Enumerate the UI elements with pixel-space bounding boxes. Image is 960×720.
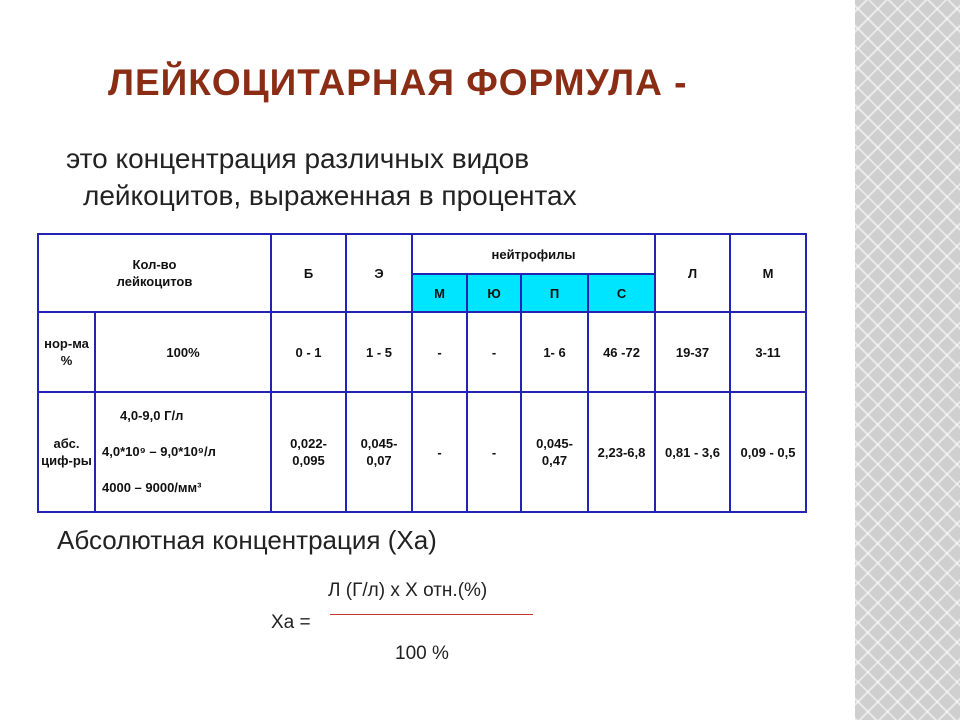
definition-line-1: это концентрация различных видов: [66, 143, 530, 174]
leukocyte-formula-table: [37, 233, 807, 513]
formula-lhs: Ха =: [271, 612, 311, 633]
decorative-side-band: [855, 0, 960, 720]
definition-line-2: лейкоцитов, выраженная в процентах: [83, 180, 577, 211]
norm-band-neutrophils: 1- 6: [521, 312, 588, 392]
formula-denominator: 100 %: [395, 643, 449, 664]
abs-basophils: 0,022-0,095: [271, 392, 346, 512]
header-neutrophils: нейтрофилы: [412, 234, 655, 274]
header-eosinophils: Э: [346, 234, 412, 312]
norm-monocytes: 3-11: [730, 312, 806, 392]
abs-eosinophils: 0,045-0,07: [346, 392, 412, 512]
abs-row-label: абс. циф-ры: [38, 392, 95, 512]
header-lymphocytes: Л: [655, 234, 730, 312]
abs-metamyelocytes: -: [467, 392, 521, 512]
absolute-row: [38, 392, 806, 512]
norm-segmented-neutrophils: 46 -72: [588, 312, 655, 392]
fraction-line: [330, 614, 533, 615]
abs-total-line-1: 4,0-9,0 Г/л: [120, 408, 184, 423]
abs-monocytes: 0,09 - 0,5: [730, 392, 806, 512]
header-basophils: Б: [271, 234, 346, 312]
abs-band-neutrophils: 0,045-0,47: [521, 392, 588, 512]
norm-row-total: 100%: [95, 312, 271, 392]
absolute-concentration-label: Абсолютная концентрация (Ха): [57, 525, 437, 555]
header-myelocytes: М: [412, 274, 467, 312]
header-count-cell: [38, 234, 271, 312]
norm-metamyelocytes: -: [467, 312, 521, 392]
abs-myelocytes: -: [412, 392, 467, 512]
abs-segmented-neutrophils: 2,23-6,8: [588, 392, 655, 512]
abs-row-total: [95, 392, 271, 512]
norm-row-label: нор-ма %: [38, 312, 95, 392]
abs-lymphocytes: 0,81 - 3,6: [655, 392, 730, 512]
header-segmented-neutrophils: С: [588, 274, 655, 312]
header-monocytes: М: [730, 234, 806, 312]
abs-total-line-3: 4000 – 9000/мм³: [102, 480, 202, 495]
header-count-label-2: лейкоцитов: [116, 274, 193, 289]
definition-text: [66, 140, 577, 214]
header-band-neutrophils: П: [521, 274, 588, 312]
header-metamyelocytes: Ю: [467, 274, 521, 312]
norm-eosinophils: 1 - 5: [346, 312, 412, 392]
abs-total-line-2: 4,0*10⁹ – 9,0*10⁹/л: [102, 444, 216, 459]
norm-basophils: 0 - 1: [271, 312, 346, 392]
formula-numerator: Л (Г/л) х Х отн.(%): [328, 580, 488, 601]
norm-lymphocytes: 19-37: [655, 312, 730, 392]
norm-row: [38, 312, 806, 392]
norm-myelocytes: -: [412, 312, 467, 392]
slide-title: ЛЕЙКОЦИТАРНАЯ ФОРМУЛА -: [108, 62, 688, 103]
header-count-label-1: Кол-во: [132, 257, 177, 272]
